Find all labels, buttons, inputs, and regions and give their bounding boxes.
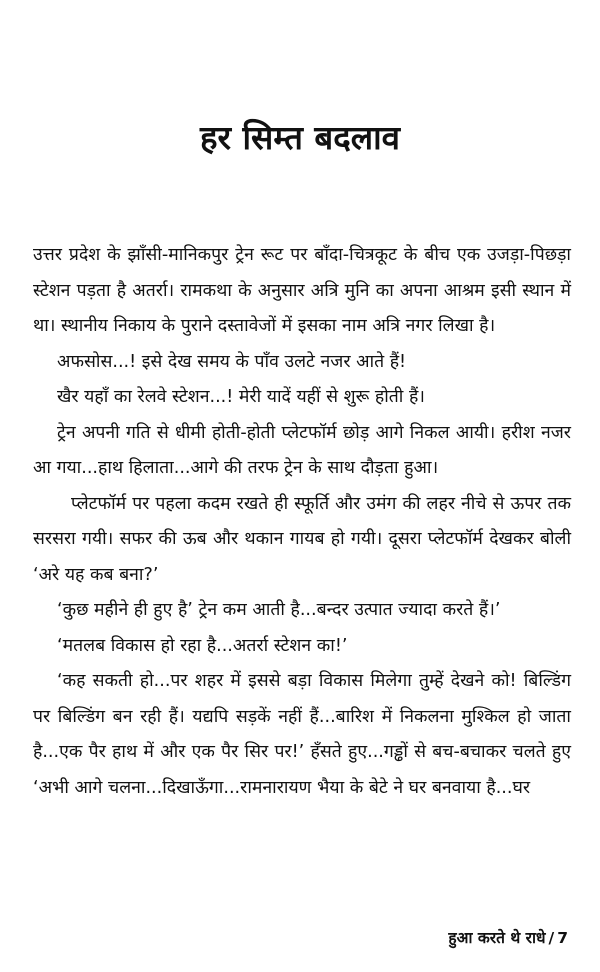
paragraph-7: ‘मतलब विकास हो रहा है...अतर्रा स्टेशन का!’: [57, 635, 348, 656]
paragraph-1: उत्तर प्रदेश के झाँसी-मानिकपुर ट्रेन रूट पर बाँदा-चित्रकूट के बीच एक उजड़ा-पिछड़ा स्टेशन पड़ता है अतर्रा। रामकथा के अनुसार अत्रि मुनि का अपना आश्रम इसी स्थान में था। स्थानीय निकाय के पुराने दस्तावेजों में इसका नाम अत्रि नगर लिखा है।: [33, 245, 571, 336]
paragraph-3: खैर यहाँ का रेलवे स्टेशन...! मेरी यादें यहीं से शुरू होती हैं।: [57, 387, 425, 407]
page-footer: [448, 926, 568, 950]
paragraph-6: ‘कुछ महीने ही हुए है’ ट्रेन कम आती है...बन्दर उत्पात ज्यादा करते हैं।’: [57, 600, 501, 620]
paragraph-5: प्लेटफॉर्म पर पहला कदम रखते ही स्फूर्ति और उमंग की लहर नीचे से ऊपर तक सरसरा गयी। सफर की ऊब और थकान गायब हो गयी। दूसरा प्लेटफॉर्म देखकर बोली ‘अरे यह कब बना?’: [33, 493, 571, 585]
paragraph-2: अफसोस...! इसे देख समय के पाँव उलटे नजर आते हैं!: [57, 351, 407, 372]
running-book-title: हुआ करते थे राधे: [448, 929, 546, 947]
paragraph-4: ट्रेन अपनी गति से धीमी होती-होती प्लेटफॉर्म छोड़ आगे निकल आयी। हरीश नजर आ गया...हाथ हिलाता...आगे की तरफ ट्रेन के साथ दौड़ता हुआ।: [33, 422, 571, 478]
footer-separator: /: [548, 929, 555, 947]
paragraph-8: ‘कह सकती हो...पर शहर में इससे बड़ा विकास मिलेगा तुम्हें देखने को! बिल्डिंग पर बिल्डिंग बन रही हैं। यद्यपि सड़कें नहीं हैं...बारिश में निकलना मुश्किल हो जाता है...एक पैर हाथ में और एक पैर सिर पर!’ हँसते हुए...गड्ढों से बच-बचाकर चलते हुए ‘अभी आगे चलना...दिखाऊँगा...रामनारायण भैया के बेटे ने घर बनवाया है...घर: [33, 671, 571, 798]
body-text: [33, 238, 571, 806]
page-number: 7: [557, 929, 568, 947]
chapter-title: हर सिम्त बदलाव: [199, 118, 401, 157]
